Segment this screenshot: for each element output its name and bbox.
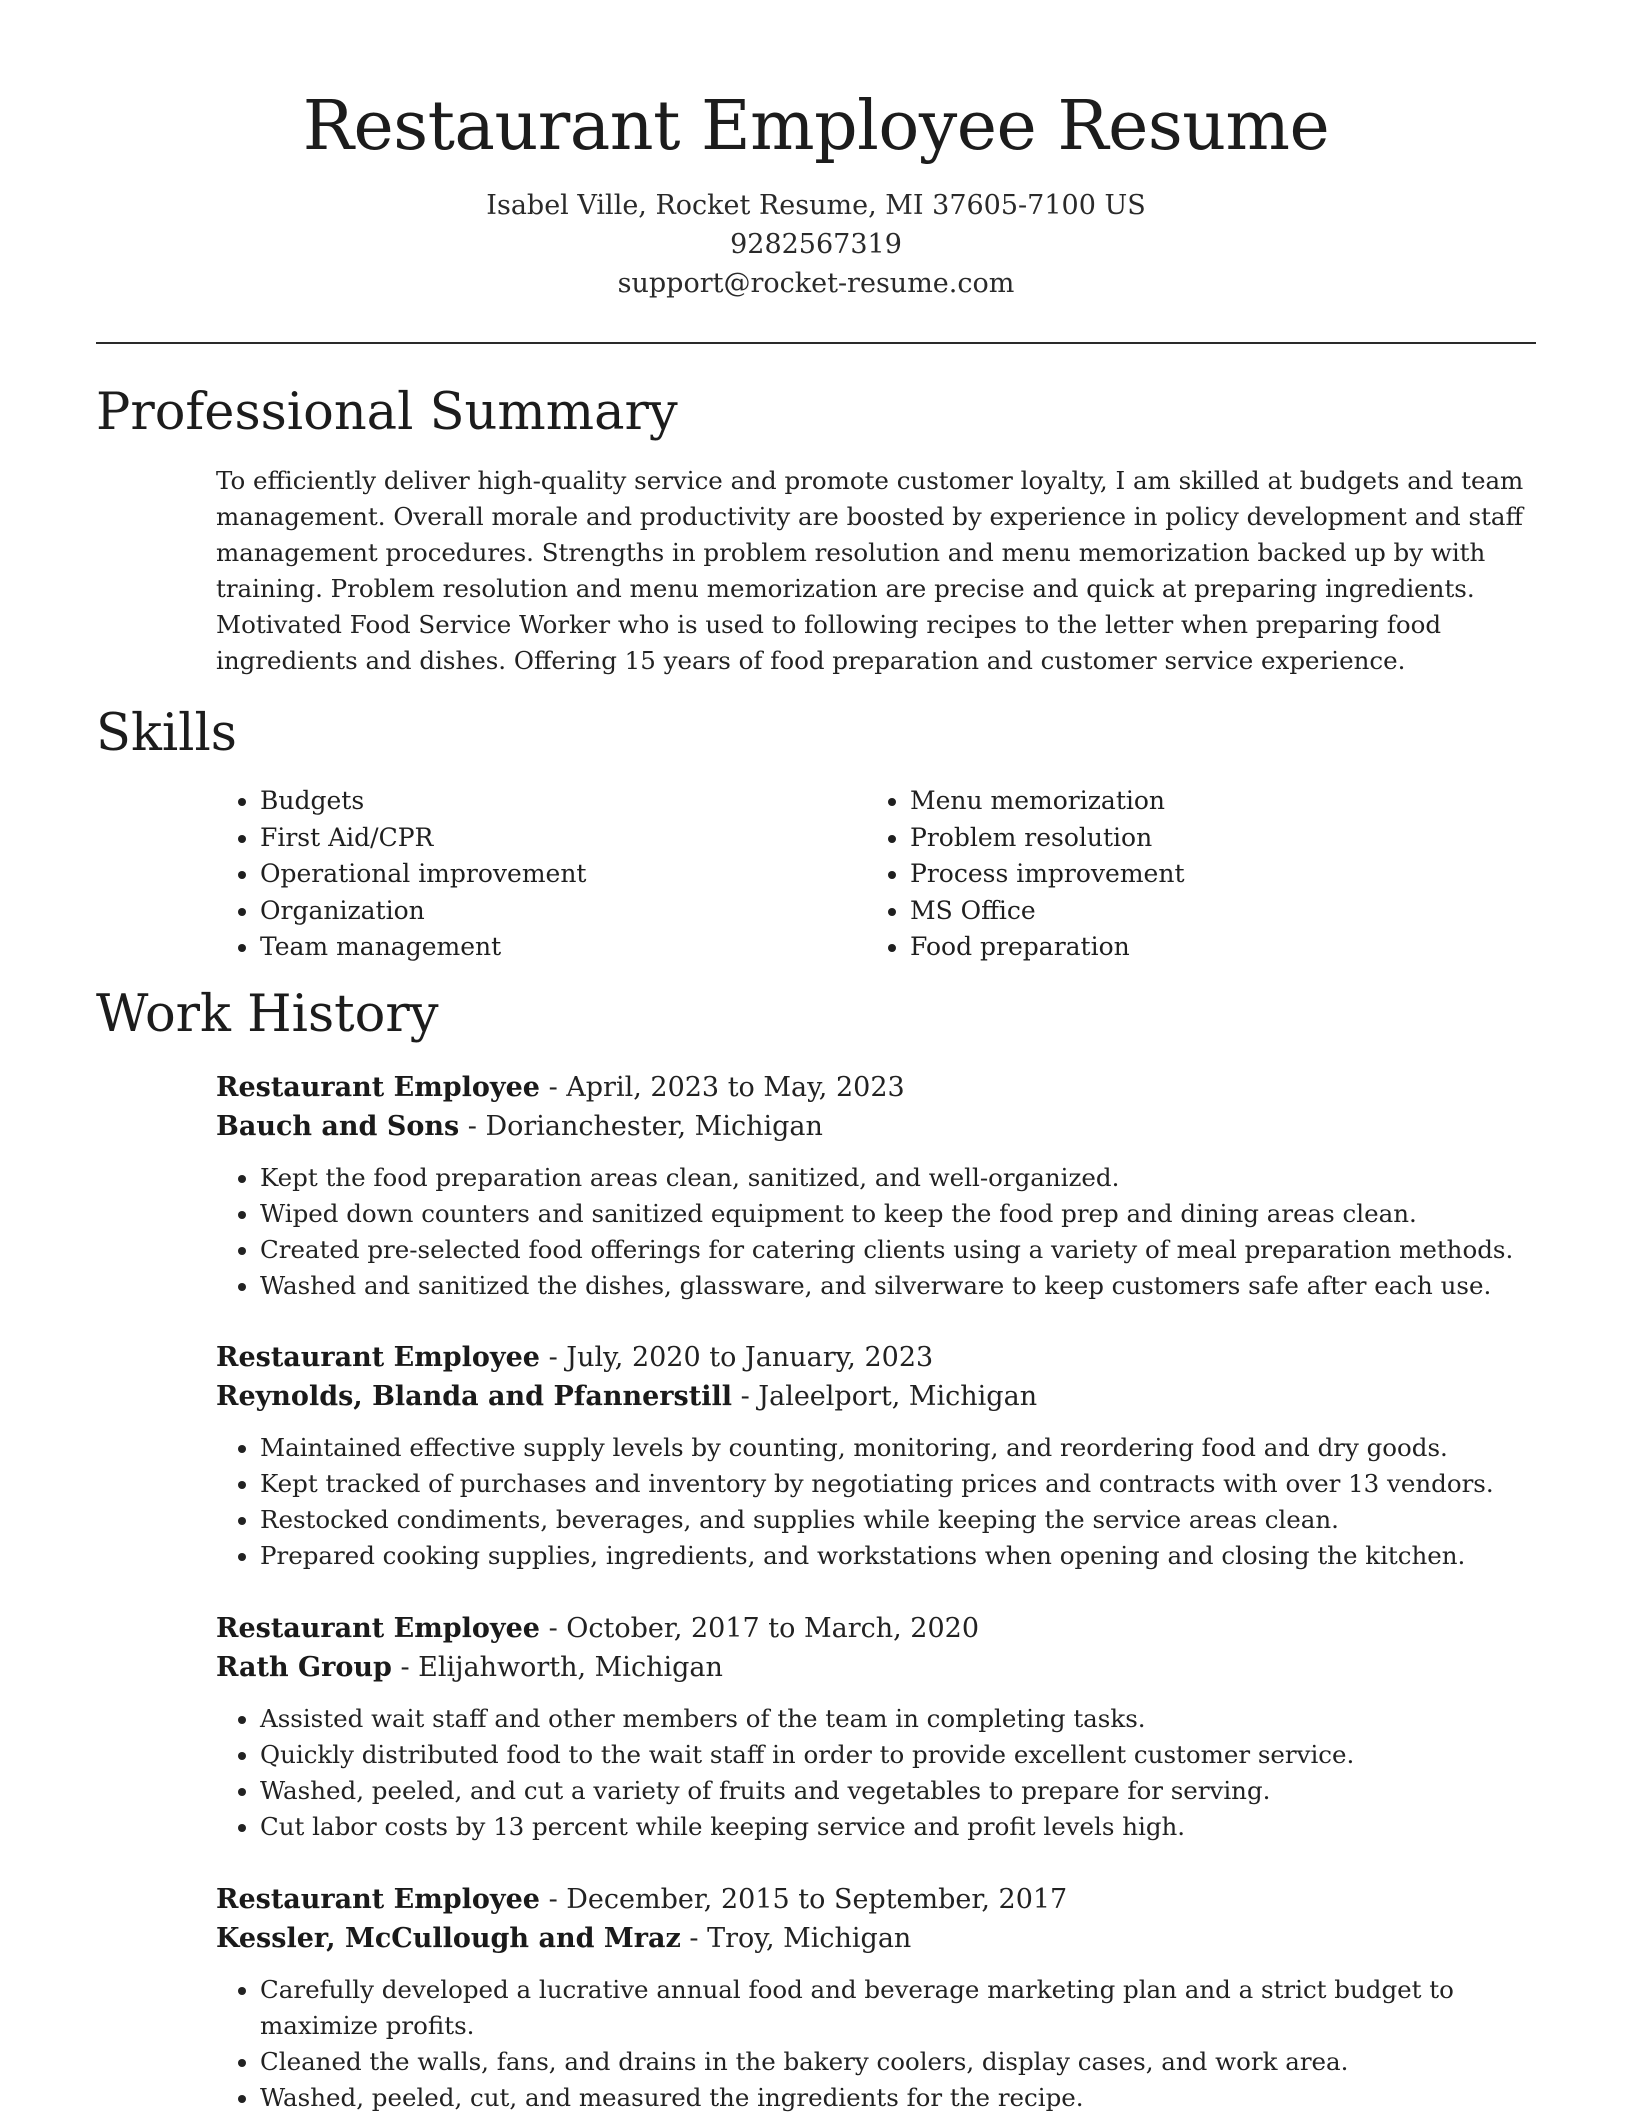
job-company-line [216,1377,1536,1416]
job-bullet: • Carefully developed a lucrative annual food and beverage marketing plan and a strict budget to maximize profits. [260,1972,1536,2044]
job-entry [216,1068,1536,1304]
job-location: - Jaleelport, Michigan [731,1381,1038,1412]
job-title-line [216,1880,1536,1919]
job-location: - Troy, Michigan [680,1923,912,1954]
job-company-line [216,1107,1536,1146]
header-divider [96,342,1536,344]
skill-item: • Menu memorization [910,783,1516,820]
job-title: Restaurant Employee [216,1342,540,1373]
contact-address: Isabel Ville, Rocket Resume, MI 37605-7100 US [486,190,1146,221]
skill-item: • Organization [260,893,866,930]
resume-title: Restaurant Employee Resume [302,87,1330,166]
job-bullet: • Created pre-selected food offerings for catering clients using a variety of meal preparation methods. [260,1232,1536,1268]
job-title-line [216,1068,1536,1107]
job-company-line [216,1648,1536,1687]
skill-item: • Food preparation [910,929,1516,966]
skill-item: • Problem resolution [910,820,1516,857]
contact-info [0,186,1632,303]
job-title-line [216,1338,1536,1377]
job-bullet: • Kept tracked of purchases and inventory by negotiating prices and contracts with over 13 vendors. [260,1466,1536,1502]
job-bullet: • Restocked condiments, beverages, and supplies while keeping the service areas clean. [260,1502,1536,1538]
contact-email: support@rocket-resume.com [617,268,1015,299]
job-title-line [216,1609,1536,1648]
job-bullet: • Assisted wait staff and other members of the team in completing tasks. [260,1701,1536,1737]
job-entry [216,1338,1536,1574]
job-bullet: • Quickly distributed food to the wait staff in order to provide excellent customer service. [260,1737,1536,1773]
job-title: Restaurant Employee [216,1613,540,1644]
skills-column-right [866,783,1516,966]
skill-item: • Operational improvement [260,856,866,893]
job-dates: - July, 2020 to January, 2023 [539,1342,934,1373]
job-location: - Dorianchester, Michigan [459,1111,823,1142]
skills-heading: Skills [96,704,237,763]
job-bullet: • Prepared cooking supplies, ingredients, and workstations when opening and closing the kitchen. [260,1538,1536,1574]
summary-heading: Professional Summary [96,383,678,442]
job-location: - Elijahworth, Michigan [391,1652,723,1683]
job-bullet: • Cut labor costs by 13 percent while keeping service and profit levels high. [260,1809,1536,1845]
skill-item: • Process improvement [910,856,1516,893]
job-company: Reynolds, Blanda and Pfannerstill [216,1381,732,1412]
job-company: Kessler, McCullough and Mraz [216,1923,681,1954]
work-history-heading: Work History [96,985,439,1044]
summary-text: To efficiently deliver high-quality service and promote customer loyalty, I am skilled at budgets and team management. Overall morale and productivity are boosted by experience in policy development and staff management procedures. Strengths in problem resolution and menu memorization backed up by with training. Problem resolution and menu memorization are precise and quick at preparing ingredients. Motivated Food Service Worker who is used to following recipes to the letter when preparing food ingredients and dishes. Offering 15 years of food preparation and customer service experience. [216,466,1524,675]
job-company: Bauch and Sons [216,1111,460,1142]
job-bullets [216,1430,1536,1574]
job-bullets [216,1972,1536,2112]
skills-column-left [216,783,866,966]
job-title: Restaurant Employee [216,1072,540,1103]
skill-item: • MS Office [910,893,1516,930]
skills-list [216,783,1536,966]
job-dates: - December, 2015 to September, 2017 [539,1884,1068,1915]
job-dates: - April, 2023 to May, 2023 [539,1072,905,1103]
job-entry [216,1609,1536,1845]
job-entry [216,1880,1536,2112]
job-bullet: • Maintained effective supply levels by counting, monitoring, and reordering food and dry goods. [260,1430,1536,1466]
job-company-line [216,1919,1536,1958]
job-bullet: • Cleaned the walls, fans, and drains in the bakery coolers, display cases, and work area. [260,2044,1536,2080]
skill-item: • First Aid/CPR [260,820,866,857]
job-company: Rath Group [216,1652,392,1683]
job-bullets [216,1160,1536,1304]
skill-item: • Budgets [260,783,866,820]
resume-header [0,0,1632,303]
skill-item: • Team management [260,929,866,966]
job-bullets [216,1701,1536,1845]
job-bullet: • Washed, peeled, cut, and measured the ingredients for the recipe. [260,2080,1536,2112]
job-bullet: • Washed, peeled, and cut a variety of fruits and vegetables to prepare for serving. [260,1773,1536,1809]
contact-phone: 9282567319 [730,229,902,260]
job-title: Restaurant Employee [216,1884,540,1915]
job-bullet: • Kept the food preparation areas clean, sanitized, and well-organized. [260,1160,1536,1196]
job-bullet: • Wiped down counters and sanitized equipment to keep the food prep and dining areas clean. [260,1196,1536,1232]
job-dates: - October, 2017 to March, 2020 [539,1613,980,1644]
job-bullet: • Washed and sanitized the dishes, glassware, and silverware to keep customers safe after each use. [260,1268,1536,1304]
